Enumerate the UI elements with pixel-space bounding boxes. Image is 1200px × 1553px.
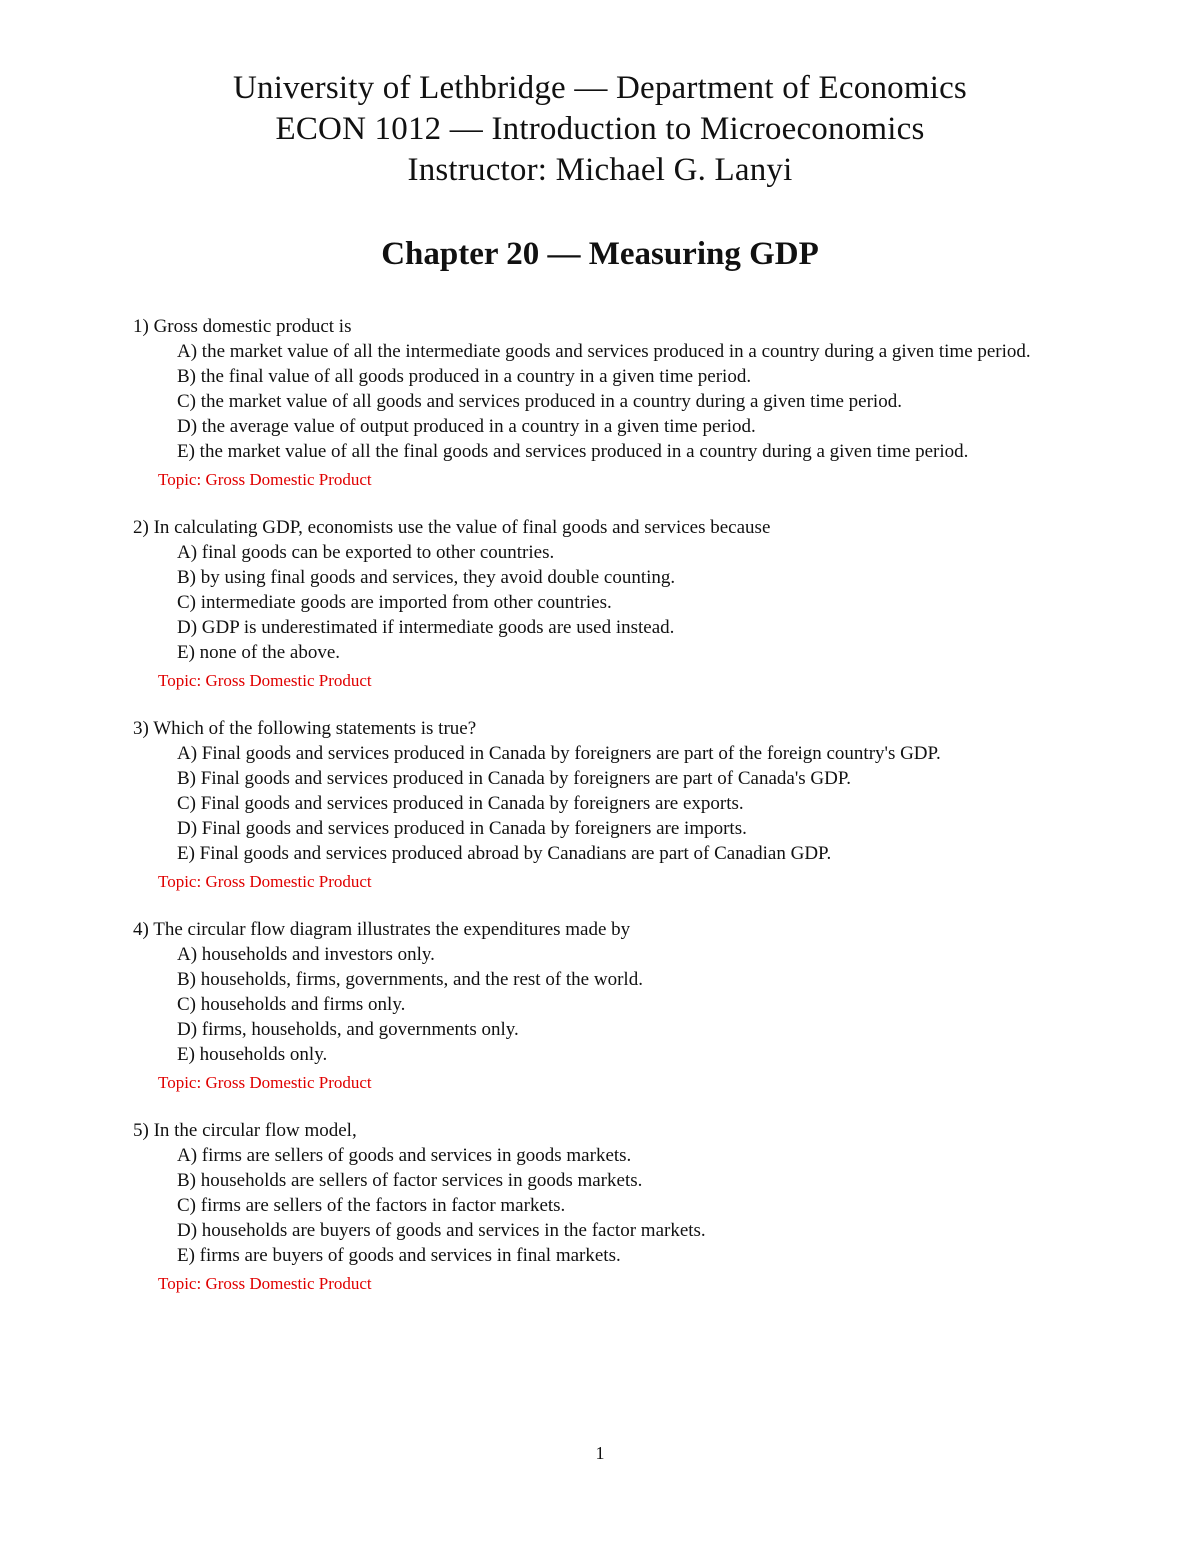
question-text: 1) Gross domestic product is [133,316,352,337]
question-item [133,716,1133,893]
header-course-line: ECON 1012 — Introduction to Microeconomics [275,111,925,147]
topic-label: Topic: Gross Domestic Product [158,470,372,489]
answer-option: D) GDP is underestimated if intermediate goods are used instead. [177,617,675,638]
answer-option: E) Final goods and services produced abroad by Canadians are part of Canadian GDP. [177,843,832,864]
answer-option: E) firms are buyers of goods and services in final markets. [177,1245,621,1266]
answer-option: E) none of the above. [177,642,341,663]
question-item [133,314,1133,491]
answer-option: B) Final goods and services produced in Canada by foreigners are part of Canada's GDP. [177,768,852,789]
answer-option: B) households are sellers of factor services in goods markets. [177,1170,643,1191]
topic-label: Topic: Gross Domestic Product [158,1073,372,1092]
answer-option: B) the final value of all goods produced in a country in a given time period. [177,366,752,387]
answer-option: D) Final goods and services produced in Canada by foreigners are imports. [177,818,747,839]
answer-option: C) firms are sellers of the factors in factor markets. [177,1195,566,1216]
answer-option: A) firms are sellers of goods and services in goods markets. [177,1145,632,1166]
answer-option: B) households, firms, governments, and the rest of the world. [177,969,643,990]
answer-option: A) the market value of all the intermediate goods and services produced in a country during a given time period. [177,341,1031,362]
question-list [133,314,1133,1319]
answer-option: A) households and investors only. [177,944,435,965]
question-text: 4) The circular flow diagram illustrates the expenditures made by [133,919,631,940]
document-header [0,68,1200,191]
question-text: 2) In calculating GDP, economists use the value of final goods and services because [133,517,771,538]
answer-option: C) the market value of all goods and services produced in a country during a given time period. [177,391,902,412]
chapter-title: Chapter 20 — Measuring GDP [381,236,819,272]
question-item [133,515,1133,692]
header-university-line: University of Lethbridge — Department of Economics [233,70,967,106]
answer-option: E) the market value of all the final goods and services produced in a country during a given time period. [177,441,969,462]
answer-option: C) households and firms only. [177,994,406,1015]
header-instructor-line: Instructor: Michael G. Lanyi [407,152,793,188]
topic-label: Topic: Gross Domestic Product [158,1274,372,1293]
answer-option: C) intermediate goods are imported from other countries. [177,592,612,613]
page-number: 1 [595,1443,605,1463]
answer-option: C) Final goods and services produced in Canada by foreigners are exports. [177,793,744,814]
question-item [133,917,1133,1094]
topic-label: Topic: Gross Domestic Product [158,872,372,891]
answer-option: E) households only. [177,1044,328,1065]
answer-option: D) households are buyers of goods and services in the factor markets. [177,1220,706,1241]
question-text: 5) In the circular flow model, [133,1120,357,1141]
question-text: 3) Which of the following statements is true? [133,718,477,739]
answer-option: B) by using final goods and services, they avoid double counting. [177,567,676,588]
answer-option: A) Final goods and services produced in Canada by foreigners are part of the foreign country's GDP. [177,743,941,764]
answer-option: D) the average value of output produced in a country in a given time period. [177,416,756,437]
answer-option: D) firms, households, and governments only. [177,1019,519,1040]
topic-label: Topic: Gross Domestic Product [158,671,372,690]
question-item [133,1118,1133,1295]
answer-option: A) final goods can be exported to other countries. [177,542,555,563]
